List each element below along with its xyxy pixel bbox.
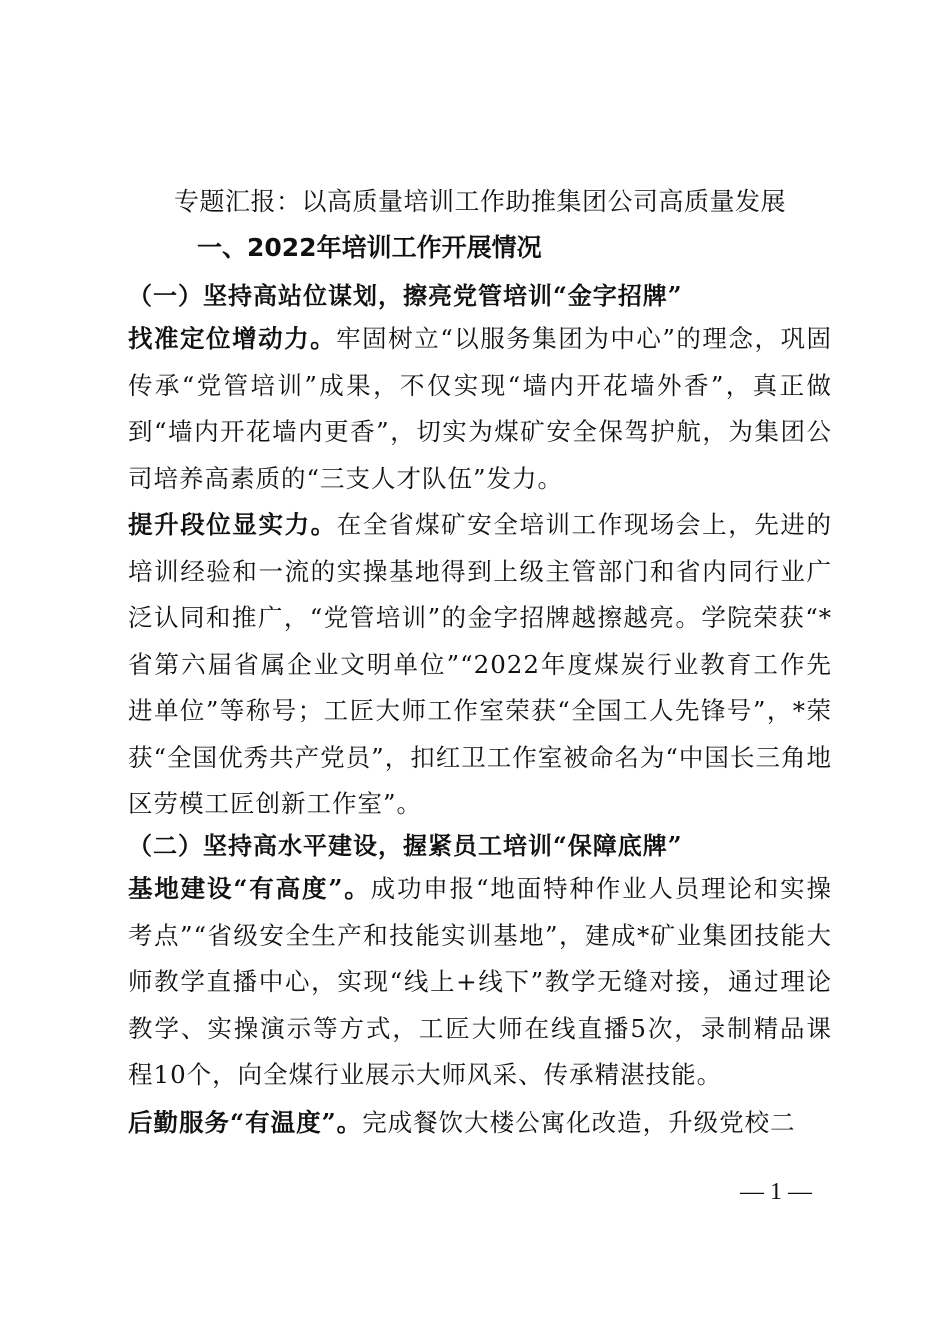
paragraph-text: 完成餐饮大楼公寓化改造，升级党校二 bbox=[362, 1108, 796, 1137]
paragraph-lead: 基地建设“有高度”。 bbox=[128, 874, 371, 903]
paragraph-4 bbox=[128, 1100, 832, 1147]
paragraph-text: 在全省煤矿安全培训工作现场会上，先进的培训经验和一流的实操基地得到上级主管部门和省内同行业广泛认同和推广，“党管培训”的金字招牌越擦越亮。学院荣获“*省第六届省属企业文明单位”“2022年度煤炭行业教育工作先进单位”等称号；工匠大师工作室荣获“全国工人先锋号”，*荣获“全国优秀共产党员”，扣红卫工作室被命名为“中国长三角地区劳模工匠创新工作室”。 bbox=[128, 510, 833, 818]
subsection-heading-2: （二）坚持高水平建设，握紧员工培训“保障底牌” bbox=[128, 831, 683, 860]
subsection-heading-1: （一）坚持高站位谋划，擦亮党管培训“金字招牌” bbox=[128, 281, 683, 310]
section-heading-1: 一、2022年培训工作开展情况 bbox=[197, 233, 542, 262]
paragraph-text: 牢固树立“以服务集团为中心”的理念，巩固传承“党管培训”成果，不仅实现“墙内开花墙外香”，真正做到“墙内开花墙内更香”，切实为煤矿安全保驾护航，为集团公司培养高素质的“三支人才队伍”发力。 bbox=[128, 324, 832, 493]
paragraph-2 bbox=[128, 502, 832, 828]
document-title: 专题汇报：以高质量培训工作助推集团公司高质量发展 bbox=[173, 187, 786, 216]
paragraph-lead: 后勤服务“有温度”。 bbox=[128, 1108, 363, 1137]
paragraph-text: 成功申报“地面特种作业人员理论和实操考点”“省级安全生产和技能实训基地”，建成*矿业集团技能大师教学直播中心，实现“线上+线下”教学无缝对接，通过理论教学、实操演示等方式，工匠大师在线直播5次，录制精品课程10个，向全煤行业展示大师风采、传承精湛技能。 bbox=[128, 874, 832, 1089]
paragraph-lead: 提升段位显实力。 bbox=[128, 510, 337, 539]
page-number: — 1 — bbox=[740, 1179, 812, 1205]
paragraph-1 bbox=[128, 316, 832, 502]
paragraph-3 bbox=[128, 866, 832, 1099]
paragraph-lead: 找准定位增动力。 bbox=[128, 324, 337, 353]
